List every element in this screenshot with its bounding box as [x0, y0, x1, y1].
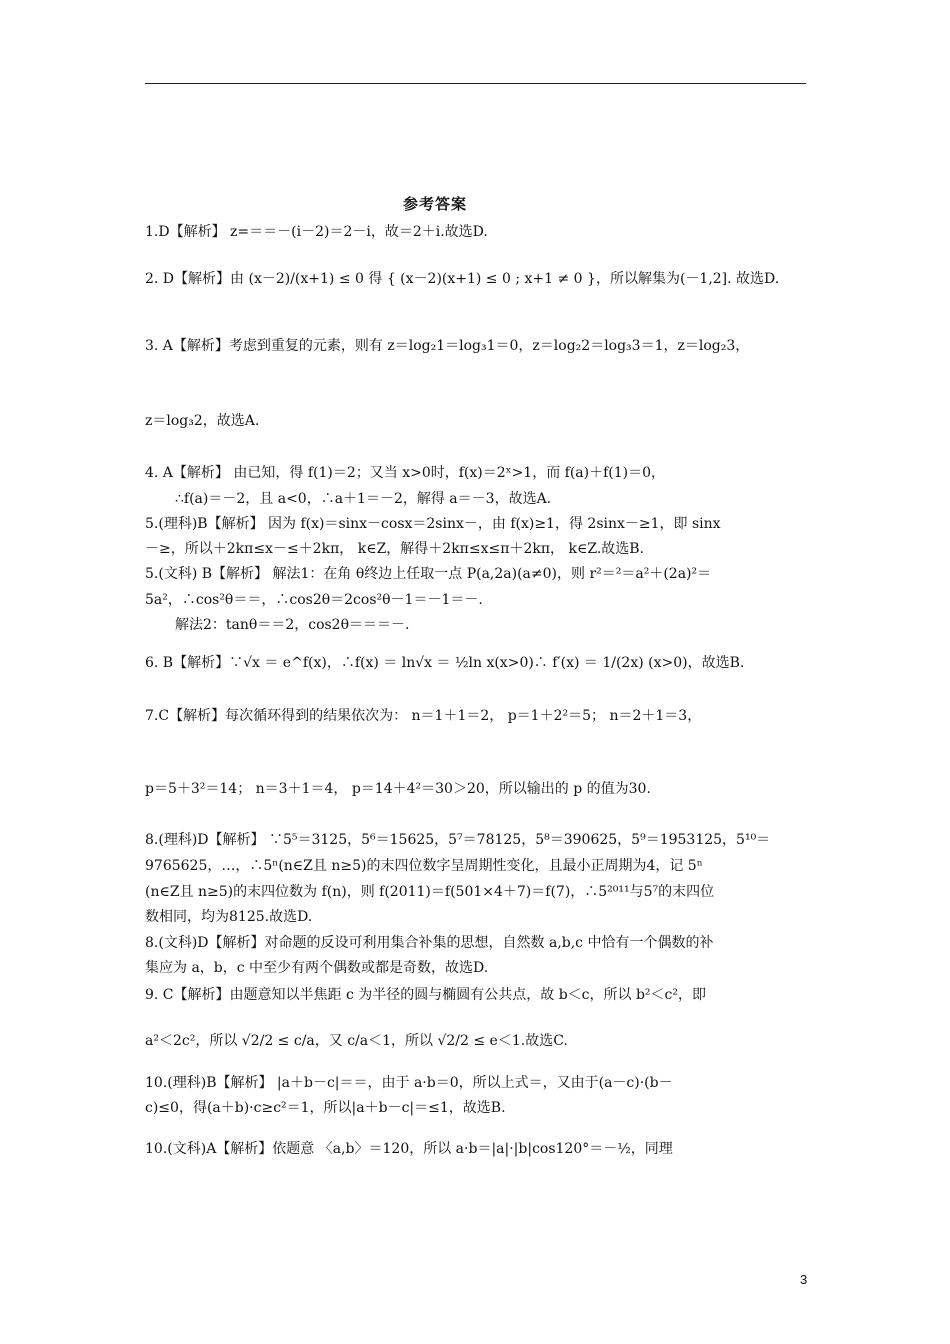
- answer-line: 1.D【解析】 z=＝＝－(i－2)＝2－i，故＝2＋i.故选D.: [145, 224, 488, 240]
- answer-line: 3. A【解析】考虑到重复的元素，则有 z＝log₂1＝log₃1＝0，z＝log₂2＝log₃3＝1，z＝log₂3，: [145, 338, 750, 354]
- answer-line: 10.(理科)B【解析】 |a＋b－c|＝＝，由于 a·b＝0，所以上式＝，又由于(a－c)·(b－: [145, 1075, 673, 1091]
- answer-line: 5.(理科)B【解析】 因为 f(x)＝sinx－cosx＝2sinx－，由 f(x)≥1，得 2sinx－≥1，即 sinx: [145, 516, 721, 532]
- header-rule: [145, 83, 806, 84]
- answer-line: 6. B【解析】∵√x ＝ e^f(x)，∴f(x) ＝ ln√x ＝ ½ln x(x>0)∴ f′(x) ＝ 1/(2x) (x>0)，故选B.: [145, 655, 745, 671]
- answer-line: 数相同，均为8125.故选D.: [145, 909, 313, 925]
- answer-line: 4. A【解析】 由已知，得 f(1)＝2；又当 x>0时，f(x)＝2ˣ>1，而 f(a)＋f(1)＝0，: [145, 465, 666, 481]
- answer-line: －≥，所以＋2kπ≤x－≤＋2kπ， k∈Z，解得＋2kπ≤x≤π＋2kπ， k∈Z.故选B.: [145, 541, 645, 557]
- answer-line: 7.C【解析】每次循环得到的结果依次为： n＝1＋1＝2， p＝1＋2²＝5； n＝2＋1＝3，: [145, 708, 702, 724]
- answer-line: (n∈Z且 n≥5)的末四位数为 f(n)，则 f(2011)＝f(501×4＋7)＝f(7)，∴5²⁰¹¹与5⁷的末四位: [145, 884, 715, 900]
- answer-line: c)≤0，得(a＋b)·c≥c²＝1，所以|a＋b－c|＝≤1，故选B.: [145, 1100, 506, 1116]
- answer-line: 8.(文科)D【解析】对命题的反设可利用集合补集的思想，自然数 a,b,c 中恰有一个偶数的补: [145, 935, 714, 951]
- answer-line: 集应为 a，b，c 中至少有两个偶数或都是奇数，故选D.: [145, 960, 489, 976]
- answer-line: 10.(文科)A【解析】依题意 〈a,b〉＝120，所以 a·b＝|a|·|b|cos120°＝－½，同理: [145, 1141, 673, 1157]
- page-title: 参考答案: [402, 195, 467, 213]
- answer-line: a²＜2c²，所以 √2/2 ≤ c/a，又 c/a＜1，所以 √2/2 ≤ e＜1.故选C.: [145, 1033, 568, 1049]
- answer-line: 5.(文科) B【解析】 解法1：在角 θ终边上任取一点 P(a,2a)(a≠0)，则 r²＝²＝a²＋(2a)²＝: [145, 566, 712, 582]
- answer-line: 8.(理科)D【解析】 ∵5⁵＝3125，5⁶＝15625，5⁷＝78125，5⁸＝390625，5⁹＝1953125，5¹⁰＝: [145, 832, 771, 848]
- answer-line: z＝log₃2，故选A.: [145, 413, 260, 429]
- answer-line: 2. D【解析】由 (x－2)/(x+1) ≤ 0 得 { (x－2)(x+1) ≤ 0 ; x+1 ≠ 0 }，所以解集为(－1,2]. 故选D.: [145, 271, 780, 287]
- answer-line: ∴f(a)＝－2，且 a<0，∴a＋1＝－2，解得 a＝－3，故选A.: [175, 491, 552, 507]
- answer-line: p＝5＋3²＝14； n＝3＋1＝4， p＝14＋4²＝30＞20，所以输出的 p 的值为30.: [145, 781, 651, 797]
- answer-line: 9765625，…，∴5ⁿ(n∈Z且 n≥5)的末四位数字呈周期性变化，且最小正周期为4，记 5ⁿ: [145, 858, 703, 874]
- answer-line: 9. C【解析】由题意知以半焦距 c 为半径的圆与椭圆有公共点，故 b＜c，所以 b²＜c²，即: [145, 987, 706, 1003]
- answer-line: 解法2：tanθ＝＝2，cos2θ＝＝＝－.: [175, 617, 410, 633]
- answer-line: 5a²，∴cos²θ＝＝，∴cos2θ＝2cos²θ－1＝－1＝－.: [145, 592, 483, 608]
- page-number: 3: [800, 1272, 808, 1287]
